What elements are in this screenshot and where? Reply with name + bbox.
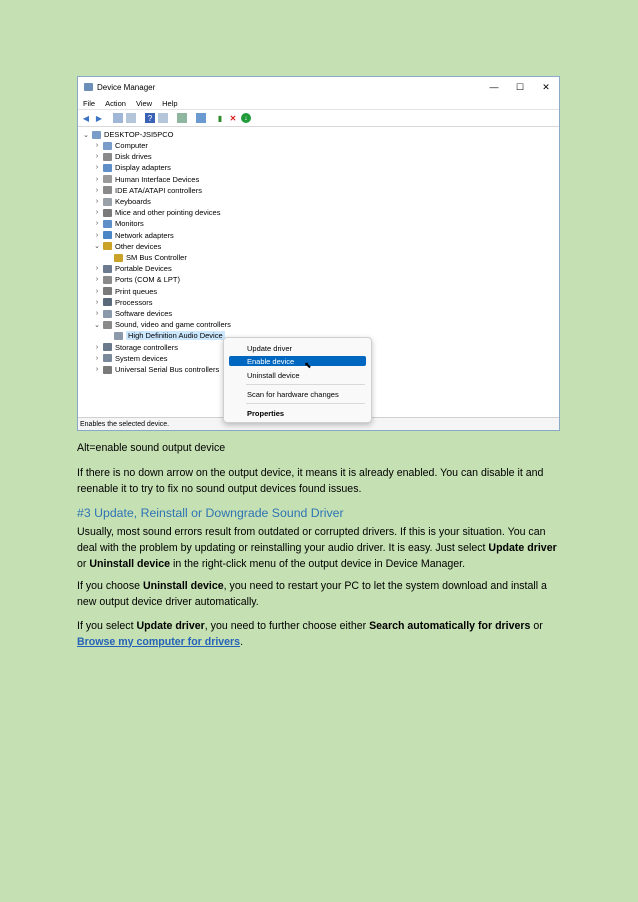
device-icon: [114, 332, 123, 340]
chevron-right-icon[interactable]: ›: [95, 343, 99, 351]
tree-item-label: Keyboards: [115, 197, 151, 206]
tree-item[interactable]: [93, 218, 144, 229]
device-icon: [103, 231, 112, 239]
tree-item[interactable]: [93, 241, 161, 252]
menu-view[interactable]: View: [135, 98, 153, 108]
p2-text-c: or: [77, 558, 90, 570]
chevron-down-icon[interactable]: ⌄: [94, 243, 100, 251]
scan-icon[interactable]: [177, 113, 187, 123]
menu-update-driver[interactable]: Update driver: [247, 343, 293, 353]
chevron-right-icon[interactable]: ›: [95, 220, 99, 228]
p2-update-driver: Update driver: [488, 542, 557, 554]
tree-item-label: Human Interface Devices: [115, 174, 200, 184]
tree-item[interactable]: [93, 151, 152, 162]
tree-item[interactable]: [93, 342, 178, 353]
tree-item-label: Display adapters: [115, 163, 171, 173]
toolbar: [78, 109, 559, 127]
menu-separator: [246, 384, 365, 385]
context-menu: [223, 337, 372, 423]
window-controls: [481, 77, 559, 97]
tree-item-label: Storage controllers: [115, 342, 178, 352]
device-icon: [103, 310, 112, 318]
tree-item-label: Processors: [115, 297, 153, 307]
tree-item[interactable]: [93, 230, 174, 241]
device-icon: [103, 343, 112, 351]
tree-item[interactable]: [93, 207, 220, 218]
p4-text-e: or: [530, 620, 543, 632]
status-text: Enables the selected device.: [80, 420, 170, 428]
device-icon: [103, 209, 112, 217]
p3-uninstall-device: Uninstall device: [142, 580, 224, 592]
chevron-right-icon[interactable]: ›: [95, 186, 99, 194]
device-icon: [103, 276, 112, 284]
tree-item[interactable]: [93, 308, 172, 319]
chevron-right-icon[interactable]: ›: [95, 231, 99, 239]
device-icon: [114, 254, 123, 262]
p3-text-c: , you need to restart your PC to let the system download and install a new output device driver automatically.: [77, 580, 547, 608]
paragraph-1: If there is no down arrow on the output device, it means it is already enabled. You can disable it and reenable it to try to fix no sound output devices found issues.: [77, 467, 544, 495]
chevron-right-icon[interactable]: ›: [95, 153, 99, 161]
p4-text-c: , you need to further choose either: [204, 620, 370, 632]
tree-item-label: Mice and other pointing devices: [115, 208, 221, 218]
device-icon: [103, 142, 112, 150]
tree-item-label: Monitors: [115, 219, 144, 229]
tree-item[interactable]: [93, 174, 199, 185]
mouse-cursor-icon: ⬉: [304, 360, 312, 370]
browse-computer-link[interactable]: Browse my computer for drivers: [77, 635, 241, 648]
device-icon: [103, 175, 112, 183]
paragraph-4: [77, 619, 561, 650]
tree-item[interactable]: [93, 364, 219, 375]
menu-action[interactable]: Action: [105, 98, 126, 108]
tree-item[interactable]: [93, 162, 171, 173]
tree-item[interactable]: [93, 319, 231, 330]
chevron-right-icon[interactable]: ›: [95, 287, 99, 295]
chevron-right-icon[interactable]: ›: [95, 366, 99, 373]
chevron-right-icon[interactable]: ›: [95, 198, 99, 205]
device-icon: [103, 265, 112, 273]
tree-item-label: Computer: [115, 141, 148, 150]
chevron-right-icon[interactable]: ›: [95, 175, 99, 183]
tree-item[interactable]: [93, 297, 153, 308]
enable-icon[interactable]: ↓: [241, 113, 251, 123]
tree-item[interactable]: [93, 196, 151, 207]
menu-help[interactable]: Help: [162, 98, 178, 108]
chevron-right-icon[interactable]: ›: [95, 310, 99, 317]
menu-uninstall-device[interactable]: Uninstall device: [247, 370, 300, 380]
tree-item-label: Other devices: [115, 241, 162, 251]
chevron-right-icon[interactable]: ›: [95, 142, 99, 149]
device-icon: [103, 298, 112, 306]
back-icon[interactable]: ◀: [82, 113, 90, 123]
device-icon: [103, 354, 112, 362]
chevron-right-icon[interactable]: ›: [95, 209, 99, 217]
tree-item[interactable]: [93, 185, 202, 196]
p4-search-automatically: Search automatically for drivers: [369, 620, 531, 632]
tree-item-label: Ports (COM & LPT): [115, 275, 181, 285]
uninstall-icon[interactable]: ✕: [229, 113, 237, 123]
paragraph-2: [77, 524, 561, 572]
p2-text-a: Usually, most sound errors result from outdated or corrupted drivers. If this is your situation. You can deal with the problem by updating or reinstalling your audio driver. It is easy. Just select: [77, 526, 546, 554]
tree-item[interactable]: [104, 330, 225, 341]
tree-item[interactable]: [93, 140, 148, 151]
chevron-down-icon[interactable]: ⌄: [83, 131, 89, 139]
device-icon: [103, 366, 112, 374]
menu-properties[interactable]: Properties: [247, 408, 285, 418]
tree-item-label: SM Bus Controller: [126, 253, 187, 262]
caption: Alt=enable sound output device: [77, 442, 226, 454]
view-icon[interactable]: [113, 113, 123, 123]
tree-item-label: IDE ATA/ATAPI controllers: [115, 185, 202, 195]
minimize-button[interactable]: —: [489, 82, 499, 92]
device-icon: [103, 186, 112, 194]
section-heading: #3 Update, Reinstall or Downgrade Sound Driver: [77, 506, 344, 520]
list-icon[interactable]: [126, 113, 136, 123]
device-manager-icon: [84, 83, 93, 91]
p3-text-a: If you choose: [77, 580, 143, 592]
tree-item-label: System devices: [115, 353, 168, 363]
tree-item-label: Network adapters: [115, 230, 174, 240]
paragraph-3: [77, 579, 561, 610]
help-icon[interactable]: ?: [145, 113, 155, 123]
device-icon: [103, 321, 112, 329]
device-icon: [103, 287, 112, 295]
chevron-right-icon[interactable]: ›: [95, 276, 99, 284]
close-button[interactable]: ✕: [542, 81, 550, 92]
tree-item-label: Disk drives: [115, 152, 152, 162]
device-icon: [103, 164, 112, 172]
tree-item-label: Print queues: [115, 286, 158, 296]
tree-root[interactable]: [82, 129, 173, 140]
tree-item-label: High Definition Audio Device: [128, 331, 223, 341]
tree-item[interactable]: [93, 274, 180, 285]
device-icon: [103, 220, 112, 228]
device-icon: [103, 153, 112, 161]
tree-item[interactable]: [93, 263, 172, 274]
tree-item[interactable]: [93, 353, 168, 364]
maximize-button[interactable]: ☐: [515, 81, 525, 92]
p4-text-a: If you select: [77, 620, 137, 632]
monitor-icon[interactable]: [196, 113, 206, 123]
chevron-right-icon[interactable]: ›: [95, 298, 99, 306]
properties-icon[interactable]: [158, 113, 168, 123]
menu-scan-hardware[interactable]: Scan for hardware changes: [247, 389, 339, 399]
forward-icon[interactable]: ▶: [95, 113, 103, 123]
device-icon: [103, 198, 112, 206]
tree-item-label: Portable Devices: [115, 264, 172, 274]
menu-enable-device[interactable]: Enable device: [229, 356, 366, 366]
menu-separator: [246, 403, 365, 404]
chevron-right-icon[interactable]: ›: [95, 354, 99, 362]
p2-uninstall-device: Uninstall device: [89, 558, 171, 570]
device-icon: [103, 242, 112, 250]
chevron-right-icon[interactable]: ›: [95, 164, 99, 172]
tree-item-label: Universal Serial Bus controllers: [115, 365, 220, 374]
computer-icon: [92, 131, 101, 139]
tree-item-label: Software devices: [115, 309, 173, 318]
chevron-right-icon[interactable]: ›: [95, 265, 99, 273]
p2-text-e: in the right-click menu of the output device in Device Manager.: [170, 558, 466, 570]
p4-text-g: .: [240, 635, 244, 648]
tree-item[interactable]: [93, 286, 157, 297]
window-title: Device Manager: [97, 82, 156, 92]
tree-item-label: Sound, video and game controllers: [115, 320, 231, 330]
root-label: DESKTOP-JSI5PCO: [104, 130, 174, 139]
chevron-down-icon[interactable]: ⌄: [94, 321, 100, 329]
p4-update-driver: Update driver: [136, 620, 205, 632]
menu-file[interactable]: File: [83, 98, 96, 108]
update-driver-icon[interactable]: ▮: [217, 113, 223, 123]
menu-bar: [78, 97, 559, 109]
tree-item[interactable]: [104, 252, 187, 263]
